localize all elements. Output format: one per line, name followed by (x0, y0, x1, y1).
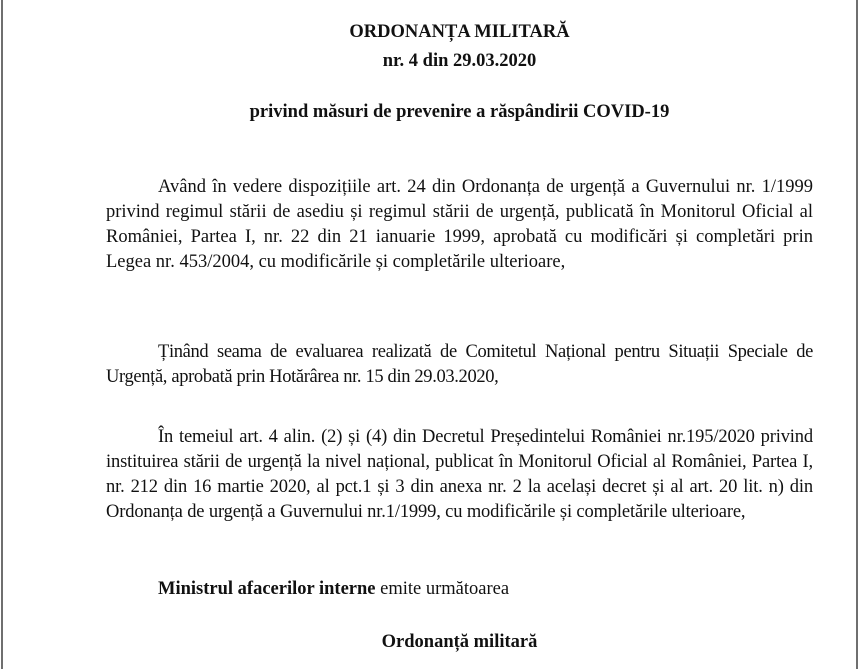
page-border-left (1, 0, 3, 669)
page-border-right (856, 0, 858, 669)
paragraph-decree-basis: În temeiul art. 4 alin. (2) și (4) din Decretul Președintelui României nr.195/2020 privind instituirea stării de urgență la nivel național, publicat în Monitorul Oficial al României, Partea I, nr. 212 din 16 martie 2020, al pct.1 și 3 din anexa nr. 2 la același decret și al art. 20 lit. n) din Ordonanța de urgență a Guvernului nr.1/1999, cu modificările și completările ulterioare, (106, 427, 813, 522)
document-number: nr. 4 din 29.03.2020 (382, 51, 537, 71)
issuer-action: emite următoarea (375, 579, 510, 599)
paragraph-committee-evaluation: Ținând seama de evaluarea realizată de Comitetul Național pentru Situații Speciale de Urgență, aprobată prin Hotărârea nr. 15 din 29.03.2020, (106, 342, 813, 387)
issuer-name: Ministrul afacerilor interne (158, 579, 376, 599)
issuer-statement (106, 577, 813, 602)
ordinance-heading: Ordonanță militară (381, 632, 538, 652)
paragraph-legal-basis: Având în vedere dispozițiile art. 24 din Ordonanța de urgență a Guvernului nr. 1/1999 privind regimul stării de asediu și regimul stării de urgență, publicată în Monitorul Oficial al României, Partea I, nr. 22 din 21 ianuarie 1999, aprobată cu modificări și completări prin Legea nr. 453/2004, cu modificările și completările ulterioare, (106, 177, 813, 272)
document-title: ORDONANȚA MILITARĂ (349, 22, 570, 42)
document-subject: privind măsuri de prevenire a răspândirii COVID-19 (249, 102, 670, 122)
